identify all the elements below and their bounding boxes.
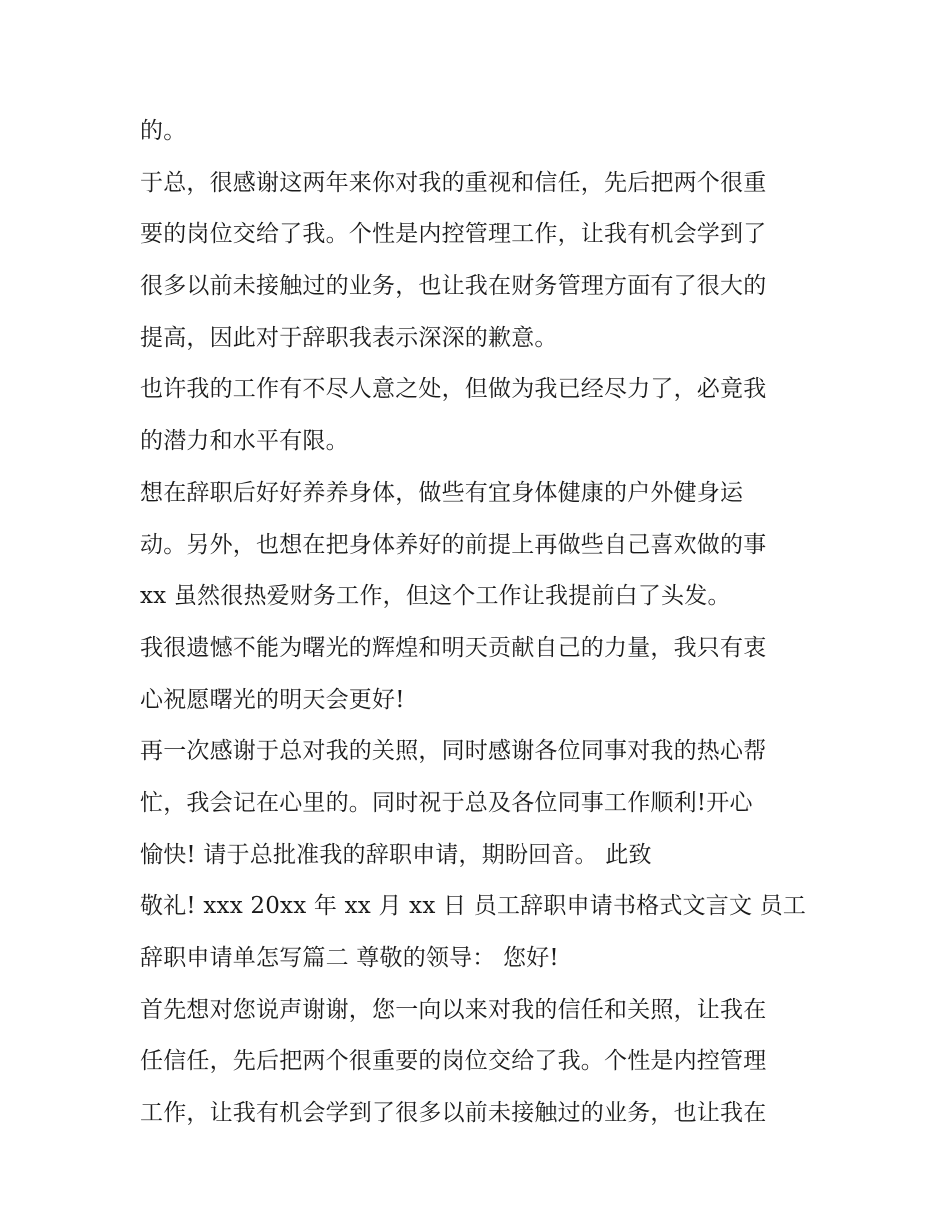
text-line: xx 虽然很热爱财务工作，但这个工作让我提前白了头发。 [140, 583, 731, 610]
text-line: 辞职申请单怎写篇二 尊敬的领导： 您好! [140, 945, 559, 971]
text-line: 任信任，先后把两个很重要的岗位交给了我。个性是内控管理 [140, 1048, 767, 1075]
text-line: 要的岗位交给了我。个性是内控管理工作，让我有机会学到了 [140, 221, 767, 248]
text-line: 再一次感谢于总对我的关照，同时感谢各位同事对我的热心帮 [140, 738, 767, 765]
text-line: 动。另外，也想在把身体养好的前提上再做些自己喜欢做的事 [140, 531, 767, 558]
text-line: 也许我的工作有不尽人意之处，但做为我已经尽力了，必竟我 [140, 376, 767, 403]
text-line: 提高，因此对于辞职我表示深深的歉意。 [140, 324, 558, 351]
text-line: 的。 [140, 118, 187, 144]
text-line: 想在辞职后好好养养身体，做些有宜身体健康的户外健身运 [140, 479, 744, 506]
text-line: 工作，让我有机会学到了很多以前未接触过的业务，也让我在 [140, 1100, 767, 1127]
text-line: 愉快! 请于总批准我的辞职申请，期盼回音。 此致 [140, 841, 652, 868]
document-body [140, 106, 830, 1140]
text-line: 的潜力和水平有限。 [140, 428, 349, 455]
text-line: 敬礼! xxx 20xx 年 xx 月 xx 日 员工辞职申请书格式文言文 员工 [140, 893, 807, 920]
text-line: 很多以前未接触过的业务，也让我在财务管理方面有了很大的 [140, 273, 767, 300]
text-line: 于总，很感谢这两年来你对我的重视和信任，先后把两个很重 [140, 169, 767, 196]
text-line: 心祝愿曙光的明天会更好! [140, 686, 405, 713]
text-line: 我很遗憾不能为曙光的辉煌和明天贡献自己的力量，我只有衷 [140, 634, 767, 661]
text-line: 忙，我会记在心里的。同时祝于总及各位同事工作顺利!开心 [140, 789, 753, 816]
text-line: 首先想对您说声谢谢，您一向以来对我的信任和关照，让我在 [140, 996, 767, 1023]
